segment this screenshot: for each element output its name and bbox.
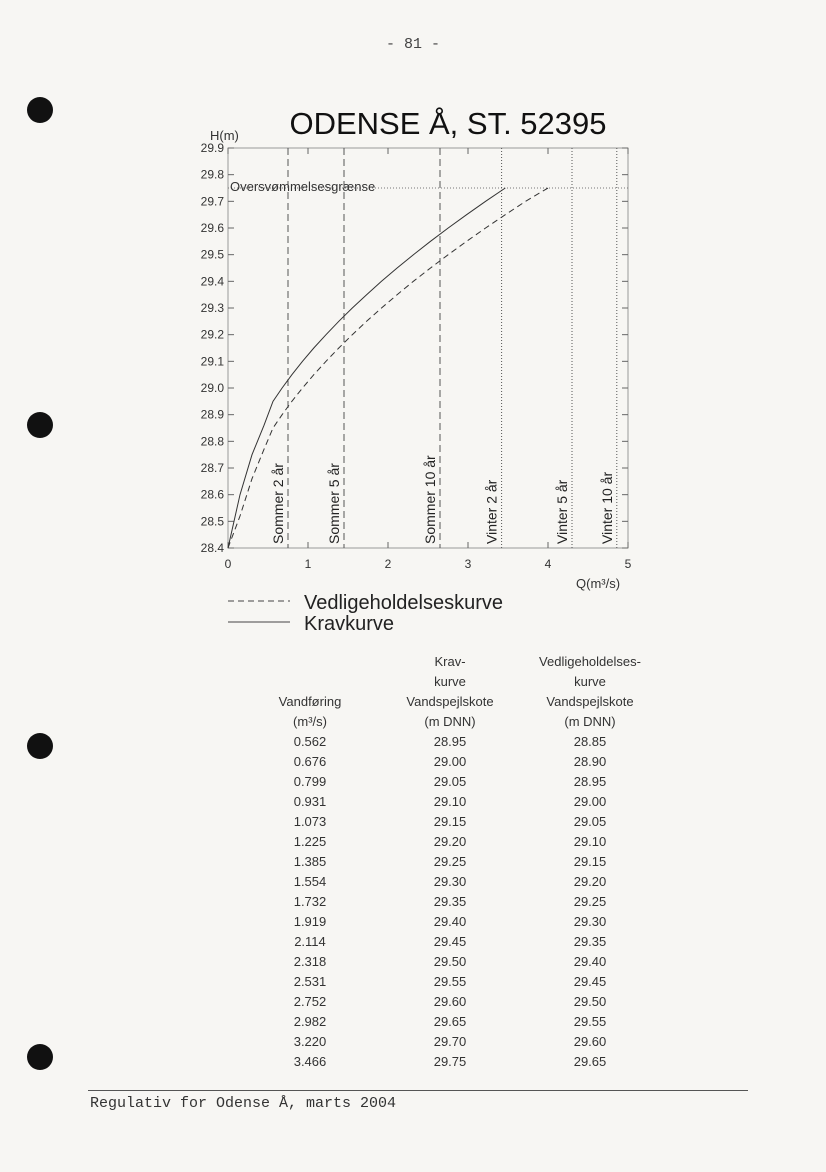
table-cell: 29.40 (573, 954, 607, 969)
binder-hole (27, 1044, 53, 1070)
binder-hole (27, 733, 53, 759)
table-cell: 2.752 (293, 994, 327, 1009)
table-cell: 29.35 (433, 894, 467, 909)
table-row (240, 952, 660, 972)
x-tick-label: 0 (224, 557, 232, 571)
return-period-lines (270, 148, 617, 548)
y-tick-label: 28.9 (200, 407, 224, 422)
y-tick-label: 29.7 (200, 194, 224, 209)
table-cell: 28.95 (573, 774, 607, 789)
y-tick-label: 28.8 (200, 434, 224, 449)
vline-label: Sommer 10 år (422, 455, 438, 544)
table-row (240, 892, 660, 912)
vline-label: Sommer 2 år (270, 463, 286, 544)
y-tick-label: 28.7 (200, 461, 224, 475)
table-cell: 29.65 (433, 1014, 467, 1029)
vline-label: Vinter 2 år (483, 479, 500, 544)
table-cell: 0.931 (293, 794, 327, 809)
chart-title: ODENSE Å, ST. 52395 (289, 106, 607, 141)
table-cell: 0.562 (293, 734, 327, 749)
x-tick-label: 2 (384, 557, 392, 571)
table-cell: 29.10 (573, 834, 607, 849)
y-tick-label: 29.0 (200, 381, 224, 395)
y-tick-label: 29.5 (200, 247, 224, 262)
table-row (240, 752, 660, 772)
table-row (240, 1052, 660, 1072)
table-cell: 29.40 (433, 914, 467, 929)
table-cell: 2.318 (293, 954, 327, 969)
table-cell: 1.732 (293, 894, 327, 909)
table-cell: 3.220 (293, 1034, 327, 1049)
table-cell: 1.554 (293, 874, 327, 889)
table-cell: 1.385 (293, 854, 327, 869)
table-row (240, 912, 660, 932)
table-cell: 1.919 (293, 914, 327, 929)
table-cell: 29.25 (433, 854, 467, 869)
table-cell: 29.50 (433, 954, 467, 969)
table-cell: 2.531 (293, 974, 327, 989)
table-cell: 0.799 (293, 774, 327, 789)
table-row (240, 772, 660, 792)
table-cell: 29.35 (573, 934, 607, 949)
table-cell: 29.30 (573, 914, 607, 929)
y-axis-label: H(m) (210, 128, 239, 143)
table-cell: 29.60 (433, 994, 467, 1009)
y-tick-label: 29.8 (200, 167, 224, 182)
table-cell: 0.676 (293, 754, 327, 769)
table-cell: 28.85 (573, 734, 607, 749)
legend-label-kravkurve: Kravkurve (304, 613, 395, 635)
y-tick-label: 29.1 (200, 354, 224, 369)
table-cell: 29.10 (433, 794, 467, 809)
x-tick-label: 1 (304, 557, 312, 571)
table-row (240, 1012, 660, 1032)
table-header-cell: Vedligeholdelses- (539, 654, 641, 669)
table-cell: 2.982 (293, 1014, 327, 1029)
table-cell: 29.55 (573, 1014, 607, 1029)
table-cell: 29.45 (433, 934, 467, 949)
y-tick-label: 29.6 (200, 221, 224, 235)
table-cell: 29.05 (433, 774, 467, 789)
table-cell: 29.55 (433, 974, 467, 989)
table-header-cell: kurve (434, 674, 466, 689)
table-cell: 29.15 (573, 854, 607, 869)
table-cell: 29.20 (573, 874, 607, 889)
table-header-cell: Vandføring (278, 694, 342, 709)
vline-label: Vinter 5 år (554, 479, 570, 544)
legend-label-vedligeholdelseskurve: Vedligeholdelseskurve (304, 592, 504, 614)
threshold-label: Oversvømmelsesgrænse (230, 179, 376, 194)
table-header-cell: kurve (574, 674, 606, 689)
table-row (240, 972, 660, 992)
table-header-cell: Vandspejlskote (546, 694, 634, 709)
x-tick-label: 3 (464, 557, 472, 571)
table-cell: 29.00 (573, 794, 607, 809)
y-tick-label: 28.6 (200, 487, 224, 502)
table-header-row (240, 692, 660, 712)
table-row (240, 872, 660, 892)
x-tick-label: 4 (544, 557, 552, 571)
table-cell: 2.114 (294, 934, 326, 949)
table-cell: 29.65 (573, 1054, 607, 1069)
vline-label: Sommer 5 år (326, 463, 342, 544)
table-cell: 29.50 (573, 994, 607, 1009)
table-header-cell: Vandspejlskote (406, 694, 494, 709)
table-header-row (240, 652, 660, 672)
table-header-cell (240, 672, 380, 692)
table-row (240, 1032, 660, 1052)
x-axis-label: Q(m³/s) (576, 576, 621, 591)
table-cell: 28.90 (573, 754, 607, 769)
y-tick-label: 29.4 (200, 274, 224, 289)
table-header-cell: (m DNN) (564, 714, 616, 729)
table-cell: 29.00 (433, 754, 467, 769)
table-row (240, 852, 660, 872)
table-cell: 29.30 (433, 874, 467, 889)
table-row (240, 832, 660, 852)
table-row (240, 792, 660, 812)
table-cell: 29.15 (433, 814, 467, 829)
table-row (240, 732, 660, 752)
x-tick-label: 5 (624, 557, 632, 571)
data-table (240, 652, 660, 1072)
y-tick-label: 28.4 (200, 541, 224, 555)
page-number: - 81 - (385, 36, 440, 53)
table-cell: 29.25 (573, 894, 607, 909)
table-cell: 29.05 (573, 814, 607, 829)
table-cell: 3.466 (293, 1054, 327, 1069)
table-cell: 29.75 (433, 1054, 467, 1069)
footer-rule (88, 1090, 748, 1091)
footer-text: Regulativ for Odense Å, marts 2004 (90, 1095, 397, 1112)
table-row (240, 812, 660, 832)
table-header-row (240, 712, 660, 732)
table-header-cell: (m³/s) (293, 714, 327, 729)
table-row (240, 992, 660, 1012)
y-tick-label: 28.5 (200, 514, 224, 529)
table-header-cell: Krav- (434, 654, 466, 669)
y-tick-label: 29.3 (200, 301, 224, 315)
table-cell: 29.60 (573, 1034, 607, 1049)
table-cell: 1.073 (293, 814, 327, 829)
y-tick-label: 29.2 (200, 327, 224, 342)
table-header-cell (240, 652, 380, 672)
table-cell: 1.225 (293, 834, 327, 849)
table-cell: 29.20 (433, 834, 467, 849)
table-cell: 29.45 (573, 974, 607, 989)
table-cell: 28.95 (433, 734, 467, 749)
vline-label: Vinter 10 år (598, 471, 615, 544)
table-cell: 29.70 (433, 1034, 467, 1049)
table-header-row (240, 672, 660, 692)
y-tick-label: 29.9 (200, 141, 224, 155)
table-row (240, 932, 660, 952)
table-header-cell: (m DNN) (424, 714, 476, 729)
